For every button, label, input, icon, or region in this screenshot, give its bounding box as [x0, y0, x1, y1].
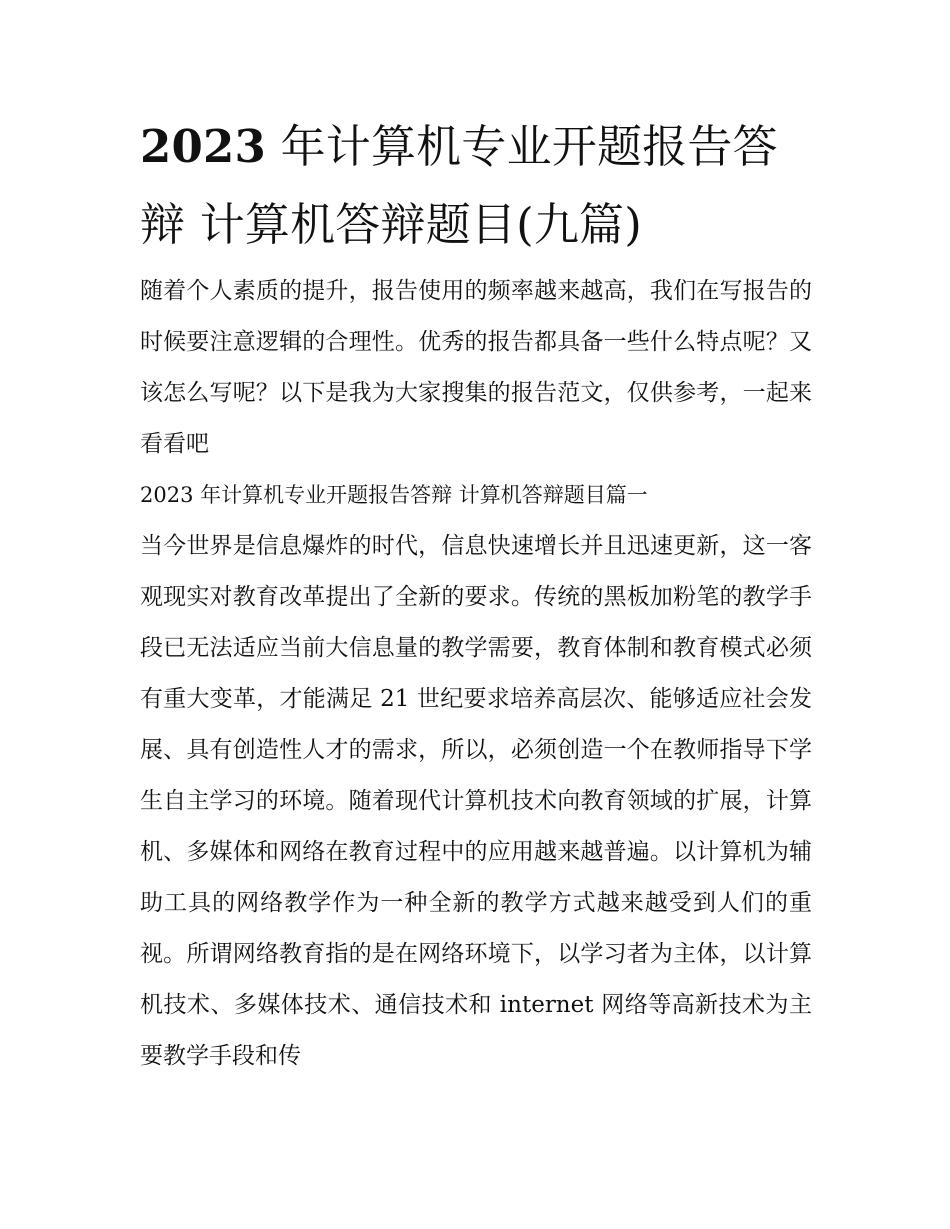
intro-paragraph: 随着个人素质的提升，报告使用的频率越来越高，我们在写报告的时候要注意逻辑的合理性。优秀的报告都具备一些什么特点呢？又该怎么写呢？以下是我为大家搜集的报告范文，仅供参考，一起来看看吧: [140, 278, 812, 457]
section-heading: 2023 年计算机专业开题报告答辩 计算机答辩题目篇一: [140, 483, 648, 507]
document-title-year: 2023: [140, 120, 267, 173]
document-title: [140, 108, 812, 264]
section-paragraph: 当今世界是信息爆炸的时代，信息快速增长并且迅速更新，这一客观现实对教育改革提出了全新的要求。传统的黑板加粉笔的教学手段已无法适应当前大信息量的教学需要，教育体制和教育模式必须有重大变革，才能满足 21 世纪要求培养高层次、能够适应社会发展、具有创造性人才的需求，所以，必须创造一个在教师指导下学生自主学习的环境。随着现代计算机技术向教育领域的扩展，计算机、多媒体和网络在教育过程中的应用越来越普遍。以计算机为辅助工具的网络教学作为一种全新的教学方式越来越受到人们的重视。所谓网络教育指的是在网络环境下，以学习者为主体，以计算机技术、多媒体技术、通信技术和 internet 网络等高新技术为主要教学手段和传: [140, 533, 812, 1069]
document-title-text: 年计算机专业开题报告答辩 计算机答辩题目(九篇): [140, 120, 778, 251]
document-content: [140, 108, 812, 1082]
